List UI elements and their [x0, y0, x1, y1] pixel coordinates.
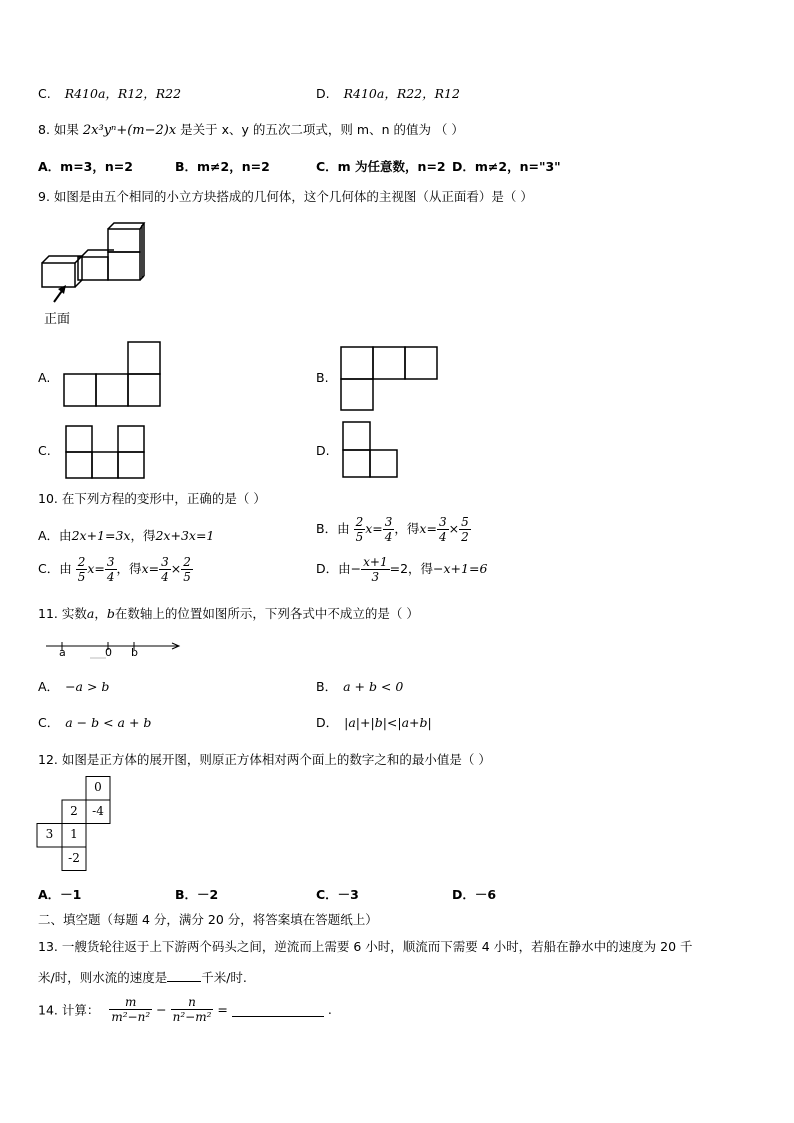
axis-label-0: 0 [105, 646, 112, 659]
question-13-line2 [38, 968, 247, 986]
q12-option-a: A．－1 [38, 887, 82, 902]
option-label: D. [316, 86, 330, 101]
period: . [327, 1002, 332, 1017]
option-label: D． [316, 715, 339, 730]
net-cell: -4 [92, 804, 104, 818]
q13-suffix: 千米/时. [201, 970, 247, 985]
numerator: n [171, 995, 214, 1010]
q12-option-b: B．－2 [175, 887, 219, 902]
numerator: 3 [438, 515, 447, 529]
denominator: 2 [461, 530, 469, 544]
fraction [459, 515, 471, 544]
q11-option-b [316, 677, 403, 695]
option-text: −a > b [65, 679, 110, 694]
numerator: 2 [355, 515, 364, 529]
q12-option-d: D．－6 [452, 887, 497, 902]
q10-a-mid: ，得 [130, 528, 156, 543]
times: × [448, 521, 460, 536]
denominator: 5 [77, 570, 86, 584]
q12-option-c: C．－3 [316, 887, 359, 902]
denominator: 5 [355, 530, 364, 544]
q11-prefix: 11. 实数 [38, 606, 87, 621]
comma: ， [94, 606, 107, 621]
option-text: R410a，R22，R12 [343, 86, 460, 101]
question-9-stem: 9. 如图是由五个相同的小立方块搭成的几何体，这个几何体的主视图（从正面看）是（ ） [38, 189, 533, 204]
numerator: 5 [461, 515, 469, 529]
fraction [383, 515, 395, 544]
option-text: a − b < a + b [65, 715, 152, 730]
option-label: A． [38, 679, 60, 694]
times: × [170, 561, 182, 576]
section-title: 二、填空题（每题 4 分，满分 20 分，将答案填在答题纸上） [38, 912, 378, 927]
answer-blank[interactable] [167, 981, 201, 982]
denominator: 4 [161, 570, 169, 584]
question-11-stem [38, 604, 419, 622]
q9-option-c-label: C. [38, 443, 51, 458]
equals: = [372, 521, 383, 536]
fraction [361, 555, 389, 584]
q7-option-d [316, 84, 460, 102]
q10-d-mid: =2，得 [389, 561, 434, 576]
numerator: 3 [161, 555, 169, 569]
q11-option-c [38, 713, 151, 731]
cube-stack-figure [38, 222, 150, 314]
q8-prefix: 8. 如果 [38, 122, 79, 137]
answer-blank[interactable] [232, 1002, 324, 1017]
net-cell: 2 [70, 804, 78, 818]
question-12-stem: 12. 如图是正方体的展开图，则原正方体相对两个面上的数字之和的最小值是（ ） [38, 752, 491, 767]
q9-option-d-figure [342, 421, 400, 479]
q9-option-a-figure [63, 341, 161, 407]
q10-d-eq2: −x+1=6 [433, 561, 488, 576]
option-text: R410a，R12，R22 [64, 86, 182, 101]
q7-option-c [38, 84, 181, 102]
q9-option-b-label: B. [316, 370, 329, 385]
q10-option-b [316, 515, 471, 544]
denominator: 4 [106, 570, 115, 584]
numerator: 2 [77, 555, 86, 569]
option-label: C. [38, 86, 51, 101]
fraction [437, 515, 449, 544]
fraction [159, 555, 171, 584]
var-x: x [365, 521, 373, 536]
var-b: b [106, 606, 115, 621]
option-label: C． [38, 715, 60, 730]
option-text: |a|+|b|<|a+b| [344, 715, 432, 730]
numerator: 3 [384, 515, 393, 529]
denominator: m²−n² [111, 1010, 151, 1024]
x-equals: x= [419, 521, 437, 536]
question-14 [38, 995, 332, 1024]
fraction [171, 995, 214, 1024]
axis-label-a: a [59, 646, 66, 659]
fraction [105, 555, 117, 584]
q10-b-prefix: B．由 [316, 521, 350, 536]
q9-option-a-label: A. [38, 370, 51, 385]
denominator: 5 [183, 570, 191, 584]
q8-option-c: C．m 为任意数，n=2 [316, 159, 446, 174]
q9-option-b-figure [340, 346, 440, 411]
q9-option-d-label: D. [316, 443, 330, 458]
fraction [76, 555, 88, 584]
q8-formula: 2x³yⁿ+(m−2)x [82, 123, 177, 138]
denominator: 3 [371, 570, 380, 584]
q14-prefix: 14. 计算： [38, 1002, 100, 1018]
q11-option-d [316, 713, 432, 731]
front-label: 正面 [44, 312, 71, 327]
q9-option-c-figure [65, 425, 147, 479]
numerator: x+1 [363, 555, 388, 569]
denominator: 4 [384, 530, 393, 544]
q10-d-prefix: D．由 [316, 561, 351, 576]
q10-c-prefix: C．由 [38, 561, 72, 576]
question-13-line1: 13. 一艘货轮往返于上下游两个码头之间，逆流而上需要 6 小时，顺流而下需要 4 小时，若船在静水中的速度为 20 千 [38, 939, 693, 954]
x-equals: x= [141, 561, 160, 576]
q10-a-prefix: A．由 [38, 528, 72, 543]
q10-a-eq1: 2x+1=3x [71, 528, 131, 543]
q10-option-d [316, 555, 487, 584]
net-cell: 1 [70, 827, 78, 841]
equals: = [217, 1002, 228, 1017]
equals: = [94, 561, 105, 576]
question-8-stem [38, 120, 464, 138]
q10-b-mid: ，得 [394, 521, 420, 536]
q10-c-mid: ，得 [116, 561, 142, 576]
option-label: B． [316, 679, 338, 694]
net-cell: -2 [68, 851, 80, 865]
minus: − [350, 561, 362, 576]
numerator: m [109, 995, 152, 1010]
q11-suffix: 在数轴上的位置如图所示，下列各式中不成立的是（ ） [114, 606, 419, 621]
option-text: a + b < 0 [343, 679, 404, 694]
fraction [354, 515, 366, 544]
q8-option-d: D．m≠2，n="3" [452, 159, 561, 174]
minus: − [156, 1002, 167, 1017]
net-cell: 3 [45, 827, 54, 841]
q11-option-a [38, 677, 109, 695]
numerator: 3 [106, 555, 115, 569]
q8-suffix: 是关于 x、y 的五次二项式，则 m、n 的值为 （ ） [180, 122, 464, 137]
q10-option-c [38, 555, 193, 584]
q10-a-eq2: 2x+3x=1 [155, 528, 215, 543]
q8-option-a: A．m=3，n=2 [38, 159, 133, 174]
numerator: 2 [183, 555, 191, 569]
q8-option-b: B．m≠2，n=2 [175, 159, 270, 174]
fraction [181, 555, 193, 584]
var-x: x [87, 561, 95, 576]
denominator: 4 [438, 530, 447, 544]
q10-option-a [38, 526, 214, 544]
question-10-stem: 10. 在下列方程的变形中，正确的是（ ） [38, 491, 266, 506]
var-a: a [86, 606, 95, 621]
net-cell: 0 [94, 780, 102, 794]
axis-label-b: b [131, 646, 138, 659]
q13-prefix: 米/时，则水流的速度是 [38, 970, 168, 985]
fraction [109, 995, 152, 1024]
denominator: n²−m² [172, 1010, 212, 1024]
